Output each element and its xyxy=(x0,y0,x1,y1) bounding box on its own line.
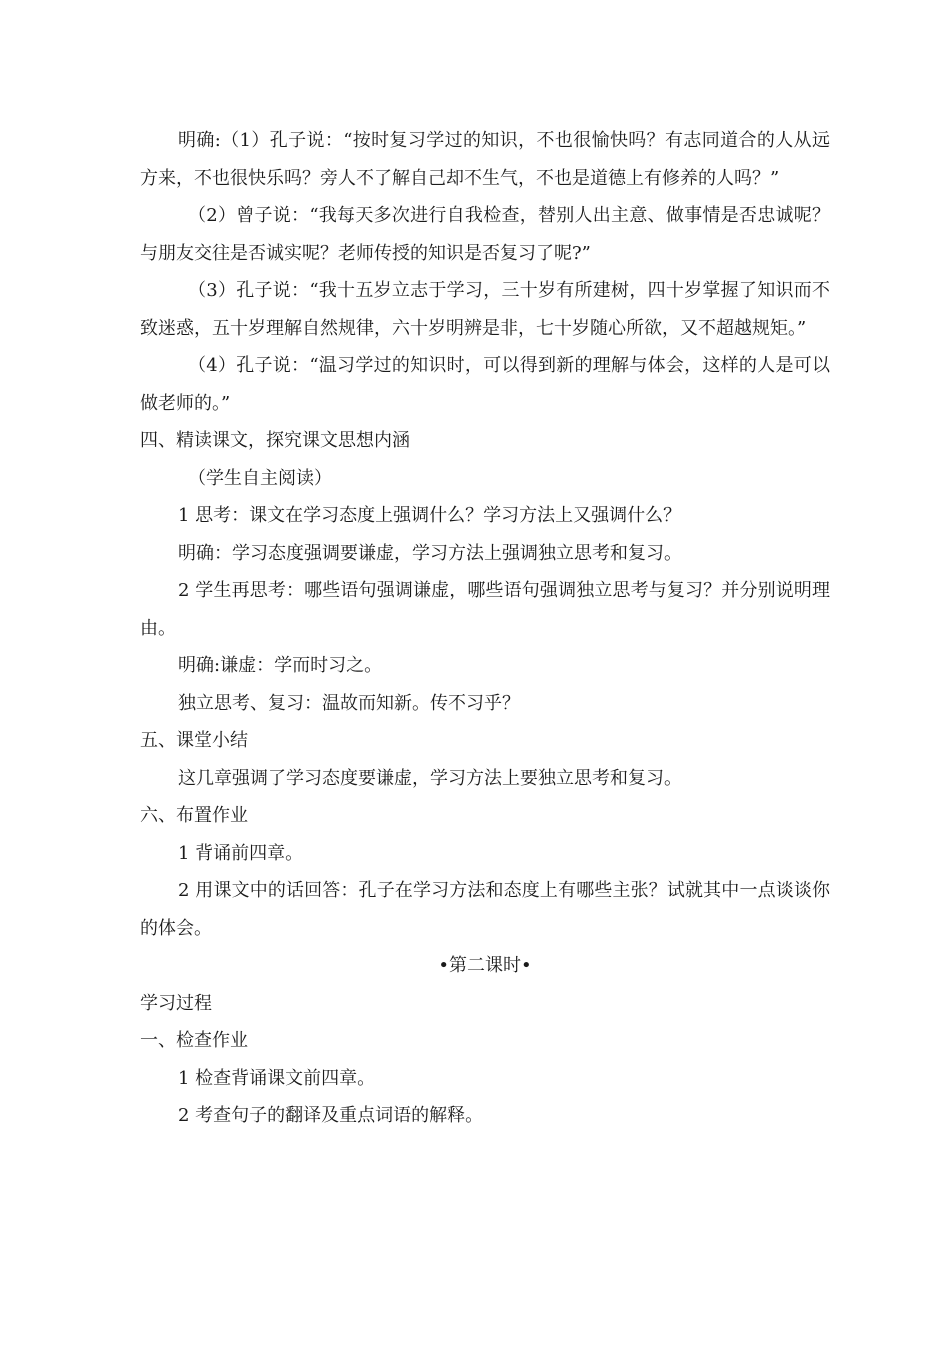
paragraph-self-reading: （学生自主阅读） xyxy=(188,467,332,489)
lesson-two-heading: •第二课时• xyxy=(438,955,532,976)
section-heading-6: 六、布置作业 xyxy=(140,805,248,826)
paragraph-summary: 这几章强调了学习态度要谦虚，学习方法上要独立思考和复习。 xyxy=(178,767,682,789)
paragraph-clarify-1: 明确:（1）孔子说：“按时复习学过的知识，不也很愉快吗？有志同道合的人从远方来，不也很快乐吗？旁人不了解自己却不生气，不也是道德上有修养的人吗？” xyxy=(140,130,830,189)
section-heading-5: 五、课堂小结 xyxy=(140,730,248,751)
document-body xyxy=(140,122,830,1135)
paragraph-clarify-3: （3）孔子说：“我十五岁立志于学习，三十岁有所建树，四十岁掌握了知识而不致迷惑，五十岁理解自然规律，六十岁明辨是非，七十岁随心所欲，又不超越规矩。” xyxy=(140,280,830,339)
paragraph-answer-1: 明确：学习态度强调要谦虚，学习方法上强调独立思考和复习。 xyxy=(178,542,682,564)
section-heading-check: 一、检查作业 xyxy=(140,1030,248,1051)
paragraph-homework-1: 1 背诵前四章。 xyxy=(178,842,304,864)
paragraph-think-1: 1 思考：课文在学习态度上强调什么？学习方法上又强调什么？ xyxy=(178,505,682,526)
paragraph-clarify-4: （4）孔子说：“温习学过的知识时，可以得到新的理解与体会，这样的人是可以做老师的。” xyxy=(140,355,830,414)
learning-process-heading: 学习过程 xyxy=(140,992,212,1014)
section-heading-4: 四、精读课文，探究课文思想内涵 xyxy=(140,430,410,451)
paragraph-answer-2b: 独立思考、复习：温故而知新。传不习乎？ xyxy=(178,692,520,714)
paragraph-clarify-2: （2）曾子说：“我每天多次进行自我检查，替别人出主意、做事情是否忠诚呢？与朋友交往是否诚实呢？老师传授的知识是否复习了呢?” xyxy=(140,205,830,264)
paragraph-check-2: 2 考查句子的翻译及重点词语的解释。 xyxy=(178,1105,484,1126)
paragraph-check-1: 1 检查背诵课文前四章。 xyxy=(178,1067,376,1089)
paragraph-answer-2a: 明确:谦虚：学而时习之。 xyxy=(178,655,383,676)
paragraph-think-2: 2 学生再思考：哪些语句强调谦虚，哪些语句强调独立思考与复习？并分别说明理由。 xyxy=(140,580,830,639)
paragraph-homework-2: 2 用课文中的话回答：孔子在学习方法和态度上有哪些主张？试就其中一点谈谈你的体会。 xyxy=(140,880,830,939)
